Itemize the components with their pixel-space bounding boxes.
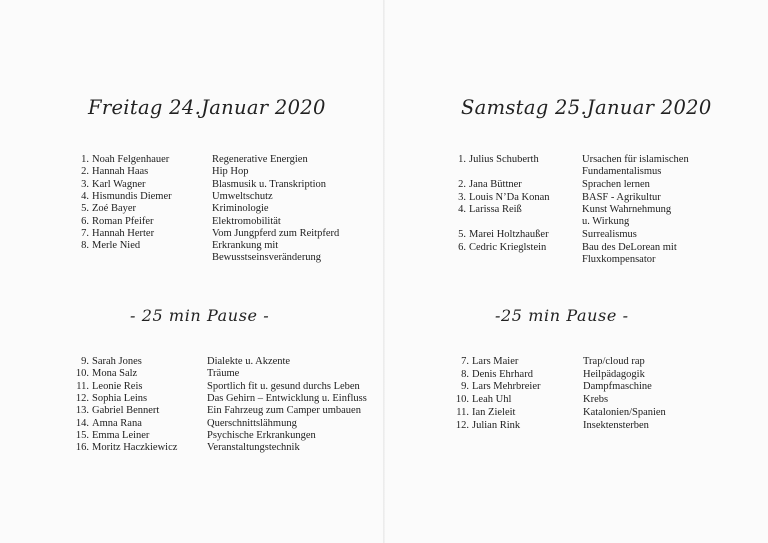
presentation-topic [207, 418, 297, 430]
presentation-topic [212, 179, 326, 191]
presentation-topic [582, 154, 689, 178]
presentation-topic [212, 191, 273, 203]
presenter-name: Larissa Reiß [469, 204, 522, 216]
topic-line: Querschnittslähmung [207, 417, 297, 429]
presenter-name: Jana Büttner [469, 178, 522, 190]
topic-line: Katalonien/Spanien [583, 406, 666, 418]
presenter-name: Louis N’Da Konan [469, 191, 550, 203]
entry-number: 12. [75, 392, 89, 404]
entry-number: 12. [455, 419, 469, 431]
presenter-name: Mona Salz [92, 368, 138, 380]
presentation-topic [583, 381, 652, 393]
topic-line: Das Gehirn – Entwicklung u. Einfluss [207, 392, 367, 404]
entry-number: 7. [461, 356, 469, 367]
topic-line: Sprachen lernen [582, 178, 650, 190]
presenter-name: Roman Pfeifer [92, 215, 154, 227]
entry-number: 2. [81, 166, 89, 178]
presenter-name: Cedric Krieglstein [469, 241, 547, 253]
presentation-topic [207, 430, 316, 442]
presenter-name: Noah Felgenhauer [92, 154, 170, 165]
topic-line: Insektensterben [583, 419, 649, 431]
topic-line: Surrealismus [582, 229, 637, 240]
presentation-topic [207, 368, 239, 380]
topic-line: Erkrankung mit [212, 240, 279, 252]
entry-number: 7. [81, 227, 89, 239]
topic-line: Träume [207, 368, 240, 380]
presenter-name: Zoé Bayer [92, 203, 137, 215]
presenter-name: Julius Schuberth [469, 154, 539, 165]
presentation-topic [582, 242, 677, 266]
topic-line: Veranstaltungstechnik [207, 442, 300, 454]
presenter-name: Gabriel Bennert [92, 405, 160, 417]
presentation-topic [583, 420, 649, 432]
presenter-name: Sophia Leins [92, 392, 148, 404]
presenter-name: Lars Maier [472, 356, 519, 367]
entry-number: 11. [76, 380, 89, 392]
presentation-topic [212, 166, 248, 178]
entry-number: 1. [81, 154, 89, 165]
topic-line: Psychische Erkrankungen [207, 429, 316, 441]
topic-line: Bau des DeLorean mit [582, 241, 677, 253]
topic-line: Blasmusik u. Transkription [212, 178, 327, 190]
topic-line: Regenerative Energien [212, 154, 308, 165]
entry-number: 4. [458, 204, 466, 216]
presenter-name: Lars Mehrbreier [472, 381, 541, 393]
presentation-topic [212, 228, 339, 240]
topic-line: Sportlich fit u. gesund durchs Leben [207, 380, 360, 392]
entry-number: 4. [81, 190, 89, 202]
topic-line: Heilpädagogik [583, 368, 645, 380]
entry-number: 2. [458, 178, 466, 190]
presenter-name: Hannah Herter [92, 227, 155, 239]
presentation-topic [207, 393, 367, 405]
presentation-topic [582, 229, 637, 241]
entry-number: 16. [75, 442, 89, 454]
entry-number: 8. [81, 240, 89, 252]
topic-line: Ein Fahrzeug zum Camper umbauen [207, 405, 361, 417]
presenter-name: Amna Rana [92, 417, 142, 429]
entry-number: 5. [81, 203, 89, 215]
entry-number: 6. [458, 241, 466, 253]
entry-number: 5. [458, 229, 466, 240]
presenter-name: Emma Leiner [92, 429, 150, 441]
entry-number: 10. [75, 368, 89, 380]
presentation-topic [583, 394, 608, 406]
saturday-title: Samstag 25.Januar 2020 [461, 96, 712, 119]
presentation-topic [207, 356, 290, 368]
topic-line: Kunst Wahrnehmung [582, 204, 672, 216]
presenter-name: Hismundis Diemer [92, 190, 172, 202]
presenter-name: Marei Holtzhaußer [469, 229, 549, 240]
topic-line: Elektromobilität [212, 215, 281, 227]
presentation-topic [207, 442, 300, 454]
presenter-name: Denis Ehrhard [472, 368, 533, 380]
entry-number: 9. [81, 356, 89, 367]
presentation-topic [583, 407, 666, 419]
presenter-name: Karl Wagner [92, 178, 146, 190]
topic-line: Kriminologie [212, 203, 269, 215]
presenter-name: Leah Uhl [472, 394, 512, 406]
presentation-topic [207, 381, 360, 393]
presentation-topic [583, 356, 645, 368]
entry-number: 8. [461, 368, 469, 380]
entry-number: 11. [456, 406, 469, 418]
topic-line: u. Wirkung [582, 216, 630, 228]
entry-number: 6. [81, 215, 89, 227]
presentation-topic [583, 369, 645, 381]
presenter-name: Merle Nied [92, 240, 141, 252]
topic-line: Fluxkompensator [582, 253, 656, 265]
topic-line: Hip Hop [212, 166, 249, 178]
presentation-topic [212, 154, 308, 166]
topic-line: Trap/cloud rap [583, 356, 645, 367]
topic-line: Umweltschutz [212, 190, 273, 202]
entry-number: 9. [461, 381, 469, 393]
presenter-name: Hannah Haas [92, 166, 149, 178]
topic-line: Krebs [583, 394, 609, 406]
topic-line: Vom Jungpferd zum Reitpferd [212, 227, 340, 239]
presentation-topic [207, 405, 361, 417]
presenter-name: Leonie Reis [92, 380, 143, 392]
page-fold [383, 0, 385, 543]
presentation-topic [582, 204, 671, 228]
topic-line: Dampfmaschine [583, 381, 652, 393]
presenter-name: Ian Zieleit [472, 406, 516, 418]
topic-line: Ursachen für islamischen [582, 154, 689, 165]
presentation-topic [212, 203, 269, 215]
presentation-topic [212, 240, 321, 264]
presentation-topic [582, 179, 650, 191]
entry-number: 3. [458, 191, 466, 203]
presenter-name: Julian Rink [472, 419, 521, 431]
presenter-name: Moritz Haczkiewicz [92, 442, 178, 454]
topic-line: BASF - Agrikultur [582, 191, 661, 203]
presentation-topic [582, 192, 661, 204]
entry-number: 3. [81, 178, 89, 190]
topic-line: Bewusstseinsveränderung [212, 252, 322, 264]
saturday-pause: -25 min Pause - [495, 306, 629, 325]
topic-line: Fundamentalismus [582, 166, 662, 178]
presenter-name: Sarah Jones [92, 356, 142, 367]
friday-pause: - 25 min Pause - [130, 306, 270, 325]
entry-number: 10. [455, 394, 469, 406]
entry-number: 1. [458, 154, 466, 165]
entry-number: 13. [75, 405, 89, 417]
presentation-topic [212, 216, 281, 228]
entry-number: 14. [75, 417, 89, 429]
friday-title: Freitag 24.Januar 2020 [88, 96, 326, 119]
topic-line: Dialekte u. Akzente [207, 356, 291, 367]
entry-number: 15. [75, 429, 89, 441]
